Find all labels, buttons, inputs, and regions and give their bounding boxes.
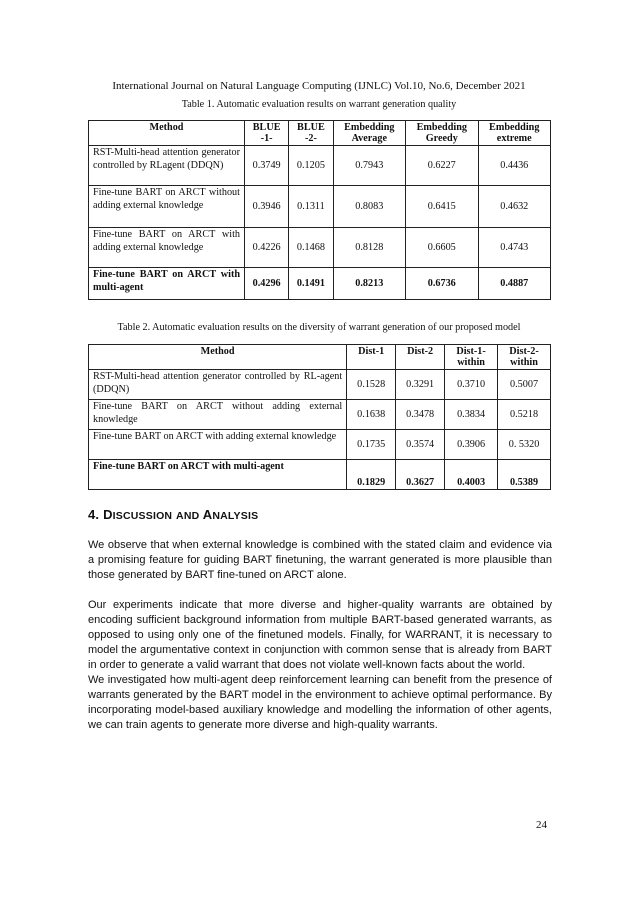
table1-cell: 0.6415	[406, 186, 478, 228]
table2-method-cell: Fine-tune BART on ARCT with adding external knowledge	[89, 430, 347, 460]
table1-cell: 0.3749	[245, 146, 289, 186]
table1-cell: 0.6605	[406, 228, 478, 268]
table1-cell: 0.1468	[289, 228, 333, 268]
table2-cell: 0.1735	[347, 430, 396, 460]
table1-header-emb-extreme: Embedding extreme	[478, 121, 551, 146]
table2-caption: Table 2. Automatic evaluation results on the diversity of warrant generation of our proposed model	[117, 322, 521, 333]
table1-cell: 0.4436	[478, 146, 551, 186]
table1-caption: Table 1. Automatic evaluation results on warrant generation quality	[181, 99, 457, 110]
table2-method-cell: Fine-tune BART on ARCT with multi-agent	[89, 460, 347, 490]
page-number: 24	[536, 819, 547, 831]
table1-header-row	[89, 121, 551, 146]
section-number: 4.	[88, 507, 100, 522]
paragraph: Our experiments indicate that more diverse and higher-quality warrants are obtained by encoding sufficient background information from multiple BART-based generated warrants, as opposed to using only one of the finetuned models. Finally, for WARRANT, it is necessary to model the argumentative context in conjunction with common sense that is already from BART in order to generate a valid warrant that does not violate well-known facts about the world.	[88, 599, 552, 671]
table2-method-cell: Fine-tune BART on ARCT without adding external knowledge	[89, 400, 347, 430]
table2-cell: 0.1638	[347, 400, 396, 430]
table1-cell: 0.4743	[478, 228, 551, 268]
table2-cell: 0.5007	[498, 370, 551, 400]
table2-cell: 0.1528	[347, 370, 396, 400]
table1-header-emb-greedy: Embedding Greedy	[406, 121, 478, 146]
section-title-nalysis: NALYSIS	[212, 510, 259, 522]
table1-cell: 0.1311	[289, 186, 333, 228]
table1-method-cell: Fine-tune BART on ARCT with multi-agent	[89, 268, 245, 300]
table1-cell: 0.3946	[245, 186, 289, 228]
table-row	[89, 430, 551, 460]
table1-method-cell: Fine-tune BART on ARCT with adding external knowledge	[89, 228, 245, 268]
table2-cell: 0.3478	[396, 400, 445, 430]
table2-header-row	[89, 345, 551, 370]
table2-cell: 0.5218	[498, 400, 551, 430]
paragraph: We investigated how multi-agent deep reinforcement learning can benefit from the presence of warrants generated by the BART model in the environment to achieve optimal performance. By incorporating model-based auxiliary knowledge and modelling the information of other agents, we can train agents to generate more diverse and high-quality warrants.	[88, 674, 552, 731]
journal-header: International Journal on Natural Language Computing (IJNLC) Vol.10, No.6, December 2021	[112, 80, 526, 92]
table-row	[89, 268, 551, 300]
table1-cell: 0.1491	[289, 268, 333, 300]
table1-cell: 0.4887	[478, 268, 551, 300]
table2-cell: 0.5389	[498, 460, 551, 490]
table1-header-emb-avg: Embedding Average	[333, 121, 405, 146]
table-row	[89, 460, 551, 490]
table1-method-cell: Fine-tune BART on ARCT without adding external knowledge	[89, 186, 245, 228]
table1-cell: 0.7943	[333, 146, 405, 186]
section-title-iscussion: ISCUSSION	[112, 510, 173, 522]
table-row	[89, 228, 551, 268]
table2-header-dist1-within: Dist-1- within	[445, 345, 498, 370]
table2-cell: 0.3627	[396, 460, 445, 490]
section-heading	[88, 507, 258, 522]
table1-header-method: Method	[89, 121, 245, 146]
table1-cell: 0.4296	[245, 268, 289, 300]
paragraph: We observe that when external knowledge is combined with the stated claim and evidence via a promising feature for guiding BART finetuning, the warrant generated is more plausible than those generated by BART fine-tuned on ARCT alone.	[88, 539, 552, 581]
table1-cell: 0.6227	[406, 146, 478, 186]
table1-cell: 0.1205	[289, 146, 333, 186]
table2-cell: 0.1829	[347, 460, 396, 490]
table-row	[89, 400, 551, 430]
table1-header-blue2: BLUE -2-	[289, 121, 333, 146]
table2-header-dist2: Dist-2	[396, 345, 445, 370]
section-title-d: D	[103, 507, 113, 522]
table1-cell: 0.8128	[333, 228, 405, 268]
table2-cell: 0.3574	[396, 430, 445, 460]
table-row	[89, 370, 551, 400]
table1-header-blue1: BLUE -1-	[245, 121, 289, 146]
table1-cell: 0.8213	[333, 268, 405, 300]
table2	[88, 344, 551, 490]
table1-cell: 0.6736	[406, 268, 478, 300]
table2-cell: 0.3710	[445, 370, 498, 400]
table1-method-cell: RST-Multi-head attention generator controlled by RLagent (DDQN)	[89, 146, 245, 186]
table2-header-dist1: Dist-1	[347, 345, 396, 370]
section-title-and: AND	[176, 510, 200, 522]
section-title-a: A	[202, 507, 213, 522]
table2-method-cell: RST-Multi-head attention generator controlled by RL-agent (DDQN)	[89, 370, 347, 400]
table2-cell: 0.4003	[445, 460, 498, 490]
table2-cell: 0.3834	[445, 400, 498, 430]
table2-cell: 0.3291	[396, 370, 445, 400]
table2-cell: 0.3906	[445, 430, 498, 460]
table1-cell: 0.8083	[333, 186, 405, 228]
table1-cell: 0.4632	[478, 186, 551, 228]
table1	[88, 120, 551, 300]
table-row	[89, 146, 551, 186]
table2-header-method: Method	[89, 345, 347, 370]
table1-cell: 0.4226	[245, 228, 289, 268]
table2-header-dist2-within: Dist-2- within	[498, 345, 551, 370]
table2-cell: 0. 5320	[498, 430, 551, 460]
table-row	[89, 186, 551, 228]
